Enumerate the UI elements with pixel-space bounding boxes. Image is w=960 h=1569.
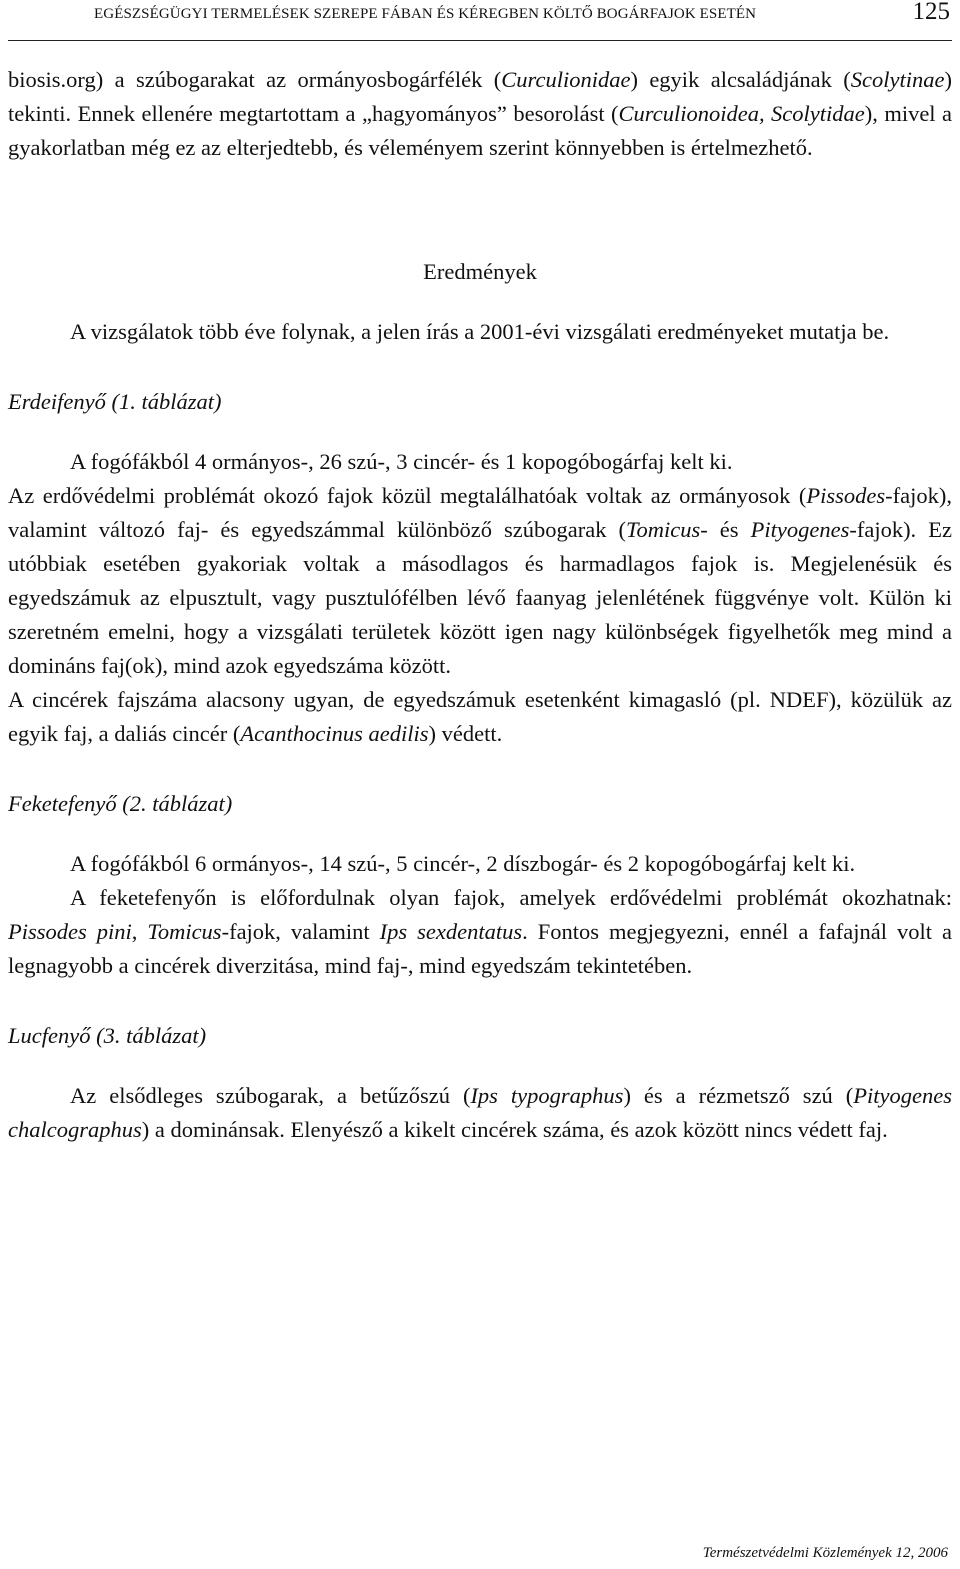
- lucfenyo-paragraph: Az elsődleges szúbogarak, a betűzőszú (Ips typographus) és a rézmetsző szú (Pityogenes chalcographus) a dominánsak. Elenyésző a kikelt cincérek száma, és azok között nincs védett faj.: [8, 1083, 953, 1142]
- intro-paragraph: biosis.org) a szúbogarakat az ormányosbogárfélék (Curculionidae) egyik alcsaládjának (Scolytinae) tekinti. Ennek ellenére megtartottam a „hagyományos” besorolást (Curculionoidea, Scolytidae), mivel a gyakorlatban még ez az elterjedtebb, és véleményem szerint könnyebben is értelmezhető.: [8, 67, 952, 160]
- article-body: [8, 63, 952, 1147]
- page-header: [8, 0, 952, 41]
- journal-footer: Természetvédelmi Közlemények 12, 2006: [702, 1545, 948, 1561]
- erdeifenyo-paragraph-2: Az erdővédelmi problémát okozó fajok közül megtalálhatóak voltak az ormányosok (Pissodes-fajok), valamint változó faj- és egyedszámmal különböző szúbogarak (Tomicus- és Pityogenes-fajok). Ez utóbbiak esetében gyakoriak voltak a másodlagos és harmadlagos fajok is. Megjelenésük és egyedszámuk az elpusztult, vagy pusztulófélben lévő faanyag jelenlétének függvénye volt. Külön ki szeretném emelni, hogy a vizsgálati területek között igen nagy különbségek figyelhetők meg mind a domináns faj(ok), mind azok egyedszáma között.: [8, 483, 952, 678]
- page-number: 125: [912, 0, 950, 25]
- erdeifenyo-heading: Erdeifenyő (1. táblázat): [8, 389, 222, 414]
- running-title: EGÉSZSÉGÜGYI TERMELÉSEK SZEREPE FÁBAN ÉS KÉREGBEN KÖLTŐ BOGÁRFAJOK ESETÉN: [94, 6, 757, 22]
- feketefenyo-heading: Feketefenyő (2. táblázat): [8, 791, 233, 816]
- results-heading: Eredmények: [423, 259, 537, 284]
- erdeifenyo-paragraph-3: A cincérek fajszáma alacsony ugyan, de egyedszámuk esetenként kimagasló (pl. NDEF), közülük az egyik faj, a daliás cincér (Acanthocinus aedilis) védett.: [8, 687, 952, 746]
- erdeifenyo-paragraph-1: A fogófákból 4 ormányos-, 26 szú-, 3 cincér- és 1 kopogóbogárfaj kelt ki.: [70, 449, 733, 474]
- results-paragraph: A vizsgálatok több éve folynak, a jelen írás a 2001-évi vizsgálati eredményeket mutatja be.: [70, 319, 890, 344]
- feketefenyo-paragraph-1: A fogófákból 6 ormányos-, 14 szú-, 5 cincér-, 2 díszbogár- és 2 kopogóbogárfaj kelt ki.: [70, 851, 856, 876]
- feketefenyo-paragraph-2: A feketefenyőn is előfordulnak olyan fajok, amelyek erdővédelmi problémát okozhatnak: Pissodes pini, Tomicus-fajok, valamint Ips sexdentatus. Fontos megjegyezni, ennél a fafajnál volt a legnagyobb a cincérek diverzitása, mind faj-, mind egyedszám tekintetében.: [8, 885, 952, 978]
- lucfenyo-heading: Lucfenyő (3. táblázat): [8, 1023, 207, 1048]
